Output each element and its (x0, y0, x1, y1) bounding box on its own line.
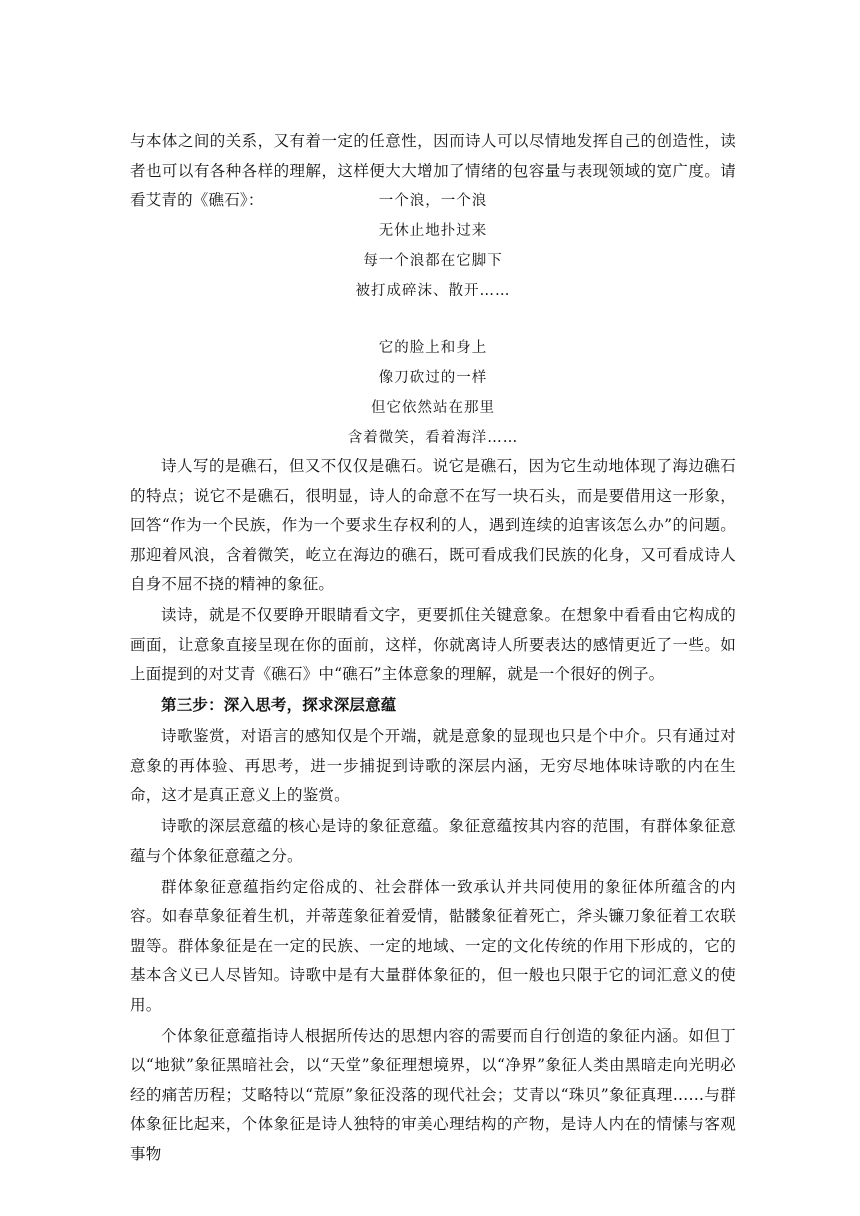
poem-line: 每一个浪都在它脚下 (363, 253, 503, 269)
section-heading: 第三步：深入思考，探求深层意蕴 (161, 696, 397, 714)
poem-line: 它的脸上和身上 (378, 340, 488, 356)
body-paragraph: 诗歌的深层意蕴的核心是诗的象征意蕴。象征意蕴按其内容的范围，有群体象征意蕴与个体象征意蕴之分。 (130, 817, 736, 865)
poem-line: 无休止地扑过来 (378, 223, 488, 239)
body-paragraph: 读诗，就是不仅要睁开眼睛看文字，更要抓住关键意象。在想象中看看由它构成的画面，让意象直接呈现在你的面前，这样，你就离诗人所要表达的感情更近了一些。如上面提到的对艾青《礁石》中“礁石”主体意象的理解，就是一个很好的例子。 (130, 606, 736, 683)
poem-jiaoshi (130, 186, 736, 453)
intro-paragraph: 与本体之间的关系，又有着一定的任意性，因而诗人可以尽情地发挥自己的创造性，读者也可以有各种各样的理解，这样便大大增加了情绪的包容量与表现领域的宽广度。请看艾青的《礁石》： (130, 132, 736, 209)
body-paragraph: 诗人写的是礁石，但又不仅仅是礁石。说它是礁石，因为它生动地体现了海边礁石的特点；说它不是礁石，很明显，诗人的命意不在写一块石头，而是要借用这一形象，回答“作为一个民族，作为一个要求生存权利的人，遇到连续的迫害该怎么办”的问题。那迎着风浪，含着微笑，屹立在海边的礁石，既可看成我们民族的化身，又可看成诗人自身不屈不挠的精神的象征。 (130, 457, 736, 593)
poem-line: 像刀砍过的一样 (378, 370, 488, 386)
poem-line: 但它依然站在那里 (371, 400, 495, 416)
poem-line: 含着微笑，看着海洋…… (347, 430, 519, 446)
poem-line: 被打成碎沫、散开…… (355, 283, 511, 299)
body-section (130, 452, 736, 1171)
body-paragraph: 群体象征意蕴指约定俗成的、社会群体一致承认并共同使用的象征体所蕴含的内容。如春草象征着生机，并蒂莲象征着爱情，骷髅象征着死亡，斧头镰刀象征着工农联盟等。群体象征是在一定的民族、一定的地域、一定的文化传统的作用下形成的，它的基本含义已人尽皆知。诗歌中是有大量群体象征的，但一般也只限于它的词汇意义的使用。 (130, 877, 736, 1014)
poem-line: 一个浪，一个浪 (378, 193, 488, 209)
body-paragraph: 诗歌鉴赏，对语言的感知仅是个开端，就是意象的显现也只是个中介。只有通过对意象的再体验、再思考，进一步捕捉到诗歌的深层内涵，无穷尽地体味诗歌的内在生命，这才是真正意义上的鉴赏。 (130, 727, 736, 804)
body-paragraph: 个体象征意蕴指诗人根据所传达的思想内容的需要而自行创造的象征内涵。如但丁以“地狱”象征黑暗社会，以“天堂”象征理想境界，以“净界”象征人类由黑暗走向光明必经的痛苦历程；艾略特以“荒原”象征没落的现代社会；艾青以“珠贝”象征真理……与群体象征比起来，个体象征是诗人独特的审美心理结构的产物，是诗人内在的情愫与客观事物 (130, 1026, 736, 1163)
stanza-gap (130, 306, 736, 333)
